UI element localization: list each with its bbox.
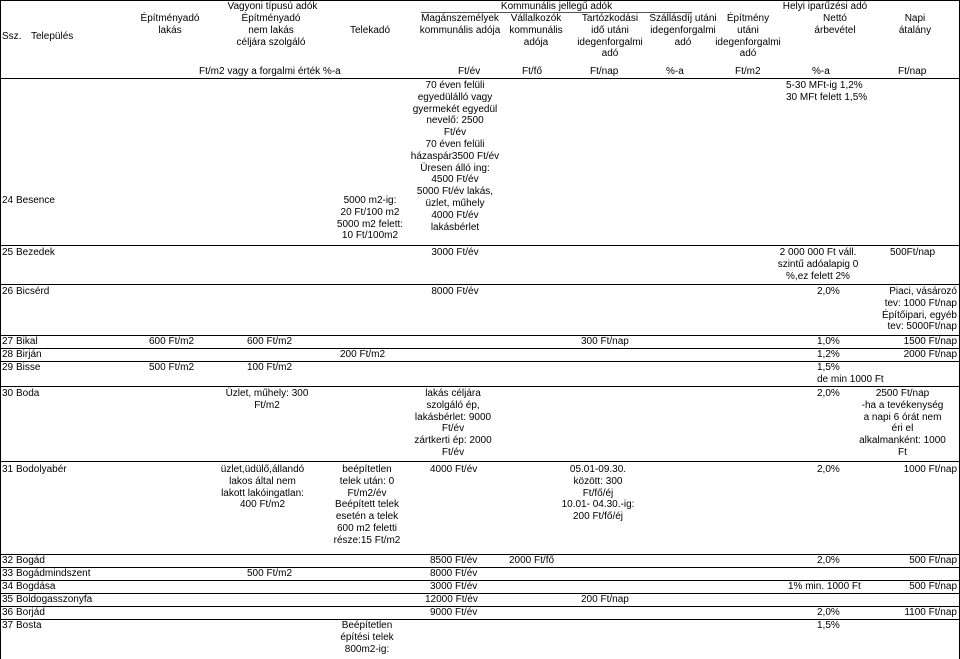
row-31-tartozkodasi: 05.01-09.30. között: 300 Ft/fő/éj 10.01- 04.30.-ig: 200 Ft/fő/éj (561, 464, 635, 523)
header-ssz: Ssz. (2, 31, 22, 42)
header-netto: Nettó árbevétel (814, 13, 856, 36)
row-32-maganszemelyek: 8500 Ft/év (430, 555, 478, 566)
row-26-maganszemelyek: 8000 Ft/év (431, 286, 479, 297)
row-27-napi: 1500 Ft/nap (903, 336, 957, 347)
row-border-26 (0, 335, 960, 336)
row-25-maganszemelyek: 3000 Ft/év (431, 247, 479, 258)
row-37-ssz: 37 (2, 620, 14, 631)
row-28-napi: 2000 Ft/nap (903, 349, 957, 360)
row-27-epitmeny-nemlakas: 600 Ft/m2 (247, 336, 293, 347)
row-border-31 (0, 554, 960, 555)
unit-epitmeny: Ft/m2 vagy a forgalmi érték %-a (199, 66, 341, 77)
header-szallasdij: Szállásdíj utáni idegenforgalmi adó (649, 13, 717, 48)
header-epitmeny-lakas: Építményadó lakás (140, 13, 200, 36)
header-bottom-border (0, 78, 960, 79)
row-27-ssz: 27 (2, 336, 14, 347)
row-31-epitmeny-nemlakas: üzlet,üdülő,állandó lakos által nem lakott lakóingatlan: 400 Ft/m2 (220, 464, 305, 511)
unit-epitmeny-ig: Ft/m2 (735, 66, 761, 77)
row-36-maganszemelyek: 9000 Ft/év (430, 607, 478, 618)
row-border-34 (0, 593, 960, 594)
row-31-napi: 1000 Ft/nap (903, 464, 957, 475)
row-27-epitmeny-lakas: 600 Ft/m2 (149, 336, 195, 347)
row-33-epitmeny-nemlakas: 500 Ft/m2 (247, 568, 293, 579)
unit-tartozkodasi: Ft/nap (590, 66, 619, 77)
row-29-ssz: 29 (2, 362, 14, 373)
row-30-vallalkozok: lakás céljára szolgáló ép, lakásbérlet: 9000 Ft/év zártkerti ép: 2000 Ft/év (414, 388, 492, 458)
table-left-border (0, 0, 1, 659)
row-24-ssz: 24 (2, 195, 14, 206)
unit-vallalkozok: Ft/fő (522, 66, 543, 77)
header-tartozkodasi: Tartózkodási idő utáni idegenforgalmi adó (577, 13, 643, 60)
header-telekado: Telekadó (349, 25, 391, 36)
row-25-napi: 500Ft/nap (890, 247, 936, 258)
row-border-30 (0, 461, 960, 462)
row-24-telekado: 5000 m2-ig: 20 Ft/100 m2 5000 m2 felett: 10 Ft/100m2 (336, 195, 404, 242)
row-33-ssz: 33 (2, 568, 14, 579)
row-31-telekado: beépítetlen telek után: 0 Ft/m2/év Beépített telek esetén a telek 600 m2 feletti része:15 Ft/m2 (333, 464, 401, 546)
row-30-ssz: 30 (2, 388, 14, 399)
row-32-ssz: 32 (2, 555, 14, 566)
unit-netto: %-a (812, 66, 830, 77)
row-36-napi: 1100 Ft/nap (904, 607, 957, 618)
header-epitmeny-ig: Építmény utáni idegenforgalmi adó (715, 13, 781, 60)
row-36-netto: 2,0% (817, 607, 840, 618)
row-37-netto: 1,5% (817, 620, 840, 631)
row-35-maganszemelyek: 12000 Ft/év (425, 594, 478, 605)
row-29-netto: 1,5% de min 1000 Ft (817, 362, 884, 385)
header-vallalkozok: Vállalkozók kommunális adója (509, 13, 563, 48)
row-26-name: Bicsérd (16, 286, 50, 297)
row-31-name: Bodolyabér (16, 464, 67, 475)
row-32-netto: 2,0% (817, 555, 840, 566)
row-27-netto: 1,0% (817, 336, 840, 347)
row-37-telekado: Beépítetlen építési telek 800m2-ig: (340, 620, 394, 655)
row-30-netto: 2,0% (817, 388, 840, 399)
row-31-netto: 2,0% (817, 464, 840, 475)
row-border-27 (0, 348, 960, 349)
row-30-name: Boda (16, 388, 40, 399)
row-28-ssz: 28 (2, 349, 14, 360)
row-37-name: Bosta (16, 620, 42, 631)
unit-szallasdij: %-a (666, 66, 684, 77)
row-border-36 (0, 619, 960, 620)
row-28-telekado: 200 Ft/m2 (340, 349, 386, 360)
row-24-netto: 5-30 MFt-ig 1,2% 30 MFt felett 1,5% (786, 80, 868, 103)
row-33-maganszemelyek: 8000 Ft/év (430, 568, 478, 579)
row-border-25 (0, 284, 960, 285)
row-border-35 (0, 606, 960, 607)
row-border-29 (0, 386, 960, 387)
row-29-name: Bisse (16, 362, 41, 373)
row-26-ssz: 26 (2, 286, 14, 297)
row-32-vallalkozok: 2000 Ft/fő (509, 555, 555, 566)
row-24-name: Besence (16, 195, 55, 206)
row-25-name: Bezedek (16, 247, 55, 258)
row-33-name: Bogádmindszent (16, 568, 91, 579)
row-border-24 (0, 245, 960, 246)
row-34-napi: 500 Ft/nap (909, 581, 957, 592)
row-35-ssz: 35 (2, 594, 14, 605)
row-31-ssz: 31 (2, 464, 14, 475)
unit-napi: Ft/nap (898, 66, 927, 77)
row-31-maganszemelyek: 4000 Ft/év (430, 464, 478, 475)
row-30-napi: 2500 Ft/nap -ha a tevékenység a napi 6 órát nem éri el alkalmanként: 1000 Ft (859, 388, 946, 458)
row-border-28 (0, 361, 960, 362)
row-30-epitmeny-nemlakas: Üzlet, műhely: 300 Ft/m2 (225, 388, 309, 411)
row-26-netto: 2,0% (817, 286, 840, 297)
row-28-netto: 1,2% (817, 349, 840, 360)
row-25-ssz: 25 (2, 247, 14, 258)
header-maganszemelyek: Magánszemélyek kommunális adója (419, 13, 501, 36)
row-28-name: Birján (16, 349, 42, 360)
row-36-name: Borjád (16, 607, 45, 618)
row-24-maganszemelyek: 70 éven felüli egyedülálló vagy gyermekét egyedül nevelő: 2500 Ft/év 70 éven felüli házaspár3500 Ft/év Üresen álló ing: 4500 Ft/év 5000 Ft/év lakás, üzlet, műhely 4000 Ft/év lakásbérlet (410, 80, 500, 233)
unit-magan: Ft/év (458, 66, 481, 77)
header-group-kommunalis: Kommunális jellegű adók (500, 1, 613, 12)
row-27-name: Bikal (16, 336, 38, 347)
header-telepules: Település (31, 31, 74, 42)
header-napi: Napi átalány (898, 13, 932, 36)
row-34-netto: 1% min. 1000 Ft (788, 581, 861, 592)
row-34-maganszemelyek: 3000 Ft/év (430, 581, 478, 592)
row-29-epitmeny-lakas: 500 Ft/m2 (149, 362, 195, 373)
row-32-name: Bogád (16, 555, 45, 566)
row-29-epitmeny-nemlakas: 100 Ft/m2 (247, 362, 293, 373)
row-25-netto: 2 000 000 Ft váll. szintű adóalapig 0 %,ez felett 2% (777, 247, 859, 282)
row-32-napi: 500 Ft/nap (909, 555, 957, 566)
row-border-32 (0, 567, 960, 568)
header-group-helyi: Helyi iparűzési adó (782, 1, 868, 12)
row-34-ssz: 34 (2, 581, 14, 592)
header-epitmeny-nemlakas: Építményadó nem lakás céljára szolgáló (236, 13, 306, 48)
header-group-vagyoni: Vagyoni típusú adók (227, 1, 318, 12)
row-36-ssz: 36 (2, 607, 14, 618)
row-26-napi: Piaci, vásározó tev: 1000 Ft/nap Építőipari, egyéb tev: 5000Ft/nap (881, 286, 957, 333)
row-35-tartozkodasi: 200 Ft/nap (581, 594, 629, 605)
row-34-name: Bogdása (16, 581, 56, 592)
row-27-tartozkodasi: 300 Ft/nap (581, 336, 629, 347)
row-35-name: Boldogasszonyfa (16, 594, 93, 605)
